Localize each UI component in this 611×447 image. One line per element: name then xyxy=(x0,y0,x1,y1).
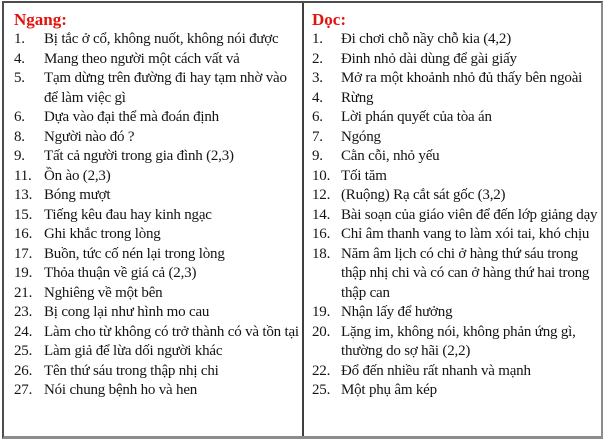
clue-text: Bị cong lại như hình mo cau xyxy=(44,304,210,320)
across-heading: Ngang: xyxy=(14,10,67,29)
clue-number: 5. xyxy=(14,70,25,86)
clue-item xyxy=(312,245,599,304)
clue-number: 13. xyxy=(14,187,33,203)
clue-number: 25. xyxy=(14,343,33,359)
clue-text: Nói chung bệnh ho và hen xyxy=(44,382,198,398)
clue-text: Nhận lấy để hưởng xyxy=(341,304,453,320)
clue-item xyxy=(14,264,300,284)
clue-table xyxy=(2,1,603,439)
clue-text: Mở ra một khoảnh nhỏ đủ thấy bên ngoài xyxy=(341,70,583,86)
clue-text: Dựa vào đại thể mà đoán định xyxy=(44,109,219,125)
clue-item xyxy=(312,108,599,128)
clue-text: Tối tăm xyxy=(341,167,387,184)
clue-text: Lặng im, không nói, không phản ứng gì, thường do sợ hãi (2,2) xyxy=(341,323,576,359)
clue-item xyxy=(14,50,300,70)
clue-text: Thỏa thuận về giá cả (2,3) xyxy=(44,265,197,281)
clue-number: 4. xyxy=(14,50,25,67)
across-column xyxy=(4,3,304,436)
clue-item xyxy=(312,128,599,148)
clue-number: 17. xyxy=(14,245,33,262)
clue-number: 6. xyxy=(312,109,323,125)
clue-item xyxy=(14,323,300,343)
clue-number: 26. xyxy=(14,362,33,379)
down-heading: Dọc: xyxy=(312,10,346,29)
clue-number: 12. xyxy=(312,187,331,203)
clue-number: 27. xyxy=(14,382,33,398)
clue-number: 8. xyxy=(14,128,25,145)
clue-item xyxy=(312,225,599,245)
clue-item xyxy=(14,30,300,50)
clue-number: 1. xyxy=(14,31,25,47)
clue-text: Chỉ âm thanh vang to làm xói tai, khó chịu xyxy=(341,226,590,242)
clue-number: 15. xyxy=(14,206,33,223)
clue-item xyxy=(14,206,300,226)
clue-number: 25. xyxy=(312,382,331,398)
clue-number: 19. xyxy=(14,265,33,281)
clue-item xyxy=(14,303,300,323)
clue-number: 16. xyxy=(14,226,33,242)
clue-item xyxy=(14,147,300,167)
clue-item xyxy=(14,381,300,401)
clue-item xyxy=(14,225,300,245)
clue-number: 10. xyxy=(312,167,331,184)
clue-item xyxy=(14,167,300,187)
clue-text: Năm âm lịch có chi ở hàng thứ sáu trong thập nhị chi và có can ở hàng thứ hai trong thập can xyxy=(341,245,590,301)
clue-number: 6. xyxy=(14,109,25,125)
clue-item xyxy=(14,186,300,206)
clue-item xyxy=(312,381,599,401)
clue-item xyxy=(312,362,599,382)
clue-number: 9. xyxy=(14,148,25,164)
clue-item xyxy=(14,284,300,304)
clue-item xyxy=(14,342,300,362)
clue-item xyxy=(312,69,599,89)
clue-item xyxy=(312,147,599,167)
clue-item xyxy=(312,323,599,362)
clue-number: 21. xyxy=(14,284,33,301)
clue-item xyxy=(312,89,599,109)
clue-number: 7. xyxy=(312,128,323,145)
clue-item xyxy=(14,69,300,108)
clue-text: Rừng xyxy=(341,89,374,106)
clue-text: Làm giả để lừa dối người khác xyxy=(44,343,223,359)
clue-text: Đinh nhỏ dài dùng để gài giấy xyxy=(341,50,517,67)
clue-text: Ngóng xyxy=(341,128,381,145)
clue-text: Lời phán quyết của tòa án xyxy=(341,109,492,125)
clue-number: 9. xyxy=(312,148,323,164)
clue-item xyxy=(312,303,599,323)
clue-text: (Ruộng) Rạ cắt sát gốc (3,2) xyxy=(341,187,506,203)
clue-number: 23. xyxy=(14,304,33,320)
clue-text: Ồn ào (2,3) xyxy=(44,167,111,184)
clue-item xyxy=(312,50,599,70)
clue-number: 1. xyxy=(312,31,323,47)
clue-item xyxy=(312,186,599,206)
clue-text: Tạm dừng trên đường đi hay tạm nhờ vào để làm việc gì xyxy=(44,70,287,106)
clue-item xyxy=(312,167,599,187)
clue-text: Buồn, tức cố nén lại trong lòng xyxy=(44,245,225,262)
clue-text: Người nào đó ? xyxy=(44,128,135,145)
clue-number: 2. xyxy=(312,50,323,67)
clue-item xyxy=(14,108,300,128)
clue-item xyxy=(312,206,599,226)
clue-item xyxy=(14,362,300,382)
clue-number: 20. xyxy=(312,323,331,340)
clue-text: Ghi khắc trong lòng xyxy=(44,226,161,242)
clue-text: Đổ đến nhiều rất nhanh và mạnh xyxy=(341,362,531,379)
clue-number: 24. xyxy=(14,323,33,340)
clue-item xyxy=(14,245,300,265)
clue-text: Làm cho từ không có trở thành có và tồn tại xyxy=(44,323,299,340)
clue-item xyxy=(312,30,599,50)
clue-text: Nghiêng về một bên xyxy=(44,284,163,301)
down-column xyxy=(304,3,601,436)
clue-text: Cằn cỗi, nhỏ yếu xyxy=(341,148,440,164)
down-clue-list xyxy=(312,30,599,401)
clue-number: 14. xyxy=(312,206,331,223)
clue-text: Một phụ âm kép xyxy=(341,382,437,398)
clue-text: Tên thứ sáu trong thập nhị chi xyxy=(44,362,219,379)
clue-number: 22. xyxy=(312,362,331,379)
clue-number: 3. xyxy=(312,70,323,86)
clue-text: Mang theo người một cách vất vả xyxy=(44,50,240,67)
clue-number: 4. xyxy=(312,89,323,106)
clue-item xyxy=(14,128,300,148)
clue-number: 19. xyxy=(312,304,331,320)
clue-text: Bóng mượt xyxy=(44,187,111,203)
clue-text: Tiếng kêu đau hay kinh ngạc xyxy=(44,206,212,223)
clue-number: 18. xyxy=(312,245,331,262)
clue-text: Bị tắc ở cổ, không nuốt, không nói được xyxy=(44,31,279,47)
clue-text: Tất cả người trong gia đình (2,3) xyxy=(44,148,234,164)
clue-number: 16. xyxy=(312,226,331,242)
clue-text: Bài soạn của giáo viên để đến lớp giảng dạy xyxy=(341,206,598,223)
clue-number: 11. xyxy=(14,167,32,184)
across-clue-list xyxy=(14,30,300,401)
clue-text: Đi chơi chỗ nầy chỗ kia (4,2) xyxy=(341,31,511,47)
